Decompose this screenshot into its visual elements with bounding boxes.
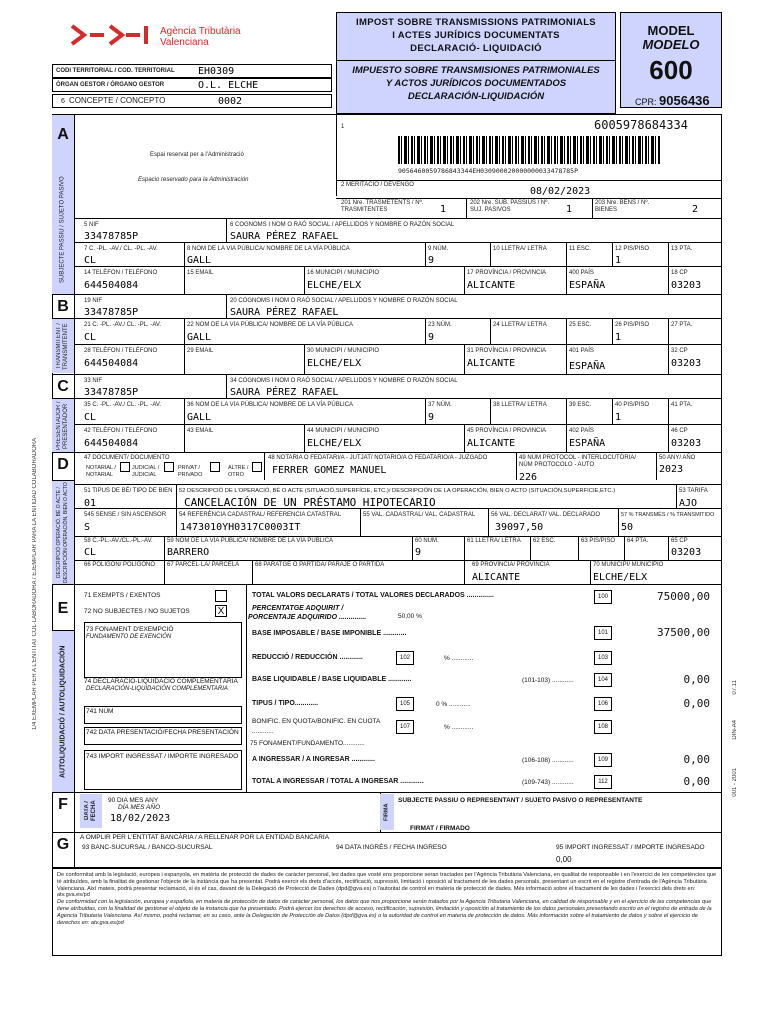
r106-code: 106 <box>594 697 612 711</box>
firma-label: FIRMA <box>383 803 390 821</box>
total-ing-value: 0,00 <box>683 775 710 788</box>
a-street-value: GALL <box>187 255 212 266</box>
field-1-label: 1 <box>341 124 345 130</box>
tipus-label: TIPUS / TIPO............ <box>252 700 319 707</box>
base-imp-label: BASE IMPOSABLE / BASE IMPONIBLE ............ <box>252 630 407 637</box>
d-tarifa-value: AJO <box>679 498 698 509</box>
meritacio-value: 08/02/2023 <box>530 186 591 197</box>
form-title-box <box>336 12 616 114</box>
total-ing-code: 112 <box>594 775 612 789</box>
reduccio-pct: % ............ <box>444 655 474 662</box>
title-ca-2: I ACTES JURÍDICS DOCUMENTATS <box>392 30 560 41</box>
d-tipus-label: 51 TIPUS DE BÉ/ TIPO DE BIEN <box>84 488 173 494</box>
bonif-dots: ............ <box>252 728 274 735</box>
c-nif-value: 33478785P <box>84 387 139 398</box>
base-liq-label: BASE LIQUIDABLE / BASE LIQUIDABLE ............ <box>252 676 412 683</box>
d-street-label: 59 NOM DE LA VIA PÚBLICA/ NOMBRE DE LA VÍA PÚBLICA <box>167 538 334 544</box>
d-valcad-label: 55 VAL. CADASTRAL/ VAL. CADASTRAL <box>363 512 476 518</box>
b-street-value: GALL <box>187 332 212 343</box>
b-name-label: 20 COGNOMS I NOM O RAÓ SOCIAL / APELLIDOS Y NOMBRE O RAZÓN SOCIAL <box>230 298 458 304</box>
model-number: 600 <box>649 55 693 85</box>
d-valdecl-value: 39097,50 <box>495 522 544 533</box>
d-via-value: CL <box>84 547 97 558</box>
c-email-label: 43 EMAIL <box>187 428 214 434</box>
import-label: 95 IMPORT INGRESSAT / IMPORTE INGRESADO <box>556 844 705 851</box>
b-prov-value: ALICANTE <box>467 358 516 369</box>
d-ref-label: 54 REFERÈNCIA CADASTRAL/ REFERENCIA CATASTRAL <box>179 512 342 518</box>
c-esc-label: 39 ESC. <box>569 402 592 408</box>
import-value: 0,00 <box>556 855 572 864</box>
a-name-value: SAURA PÉREZ RAFAEL <box>230 231 339 242</box>
privacy-ca: De conformitat amb la legislació, europea i espanyola, en matèria de protecció de dades de caràcter personal, les dades que vosté ens proporcione seran tractades per l'Agència Tributària Valenciana, en qualitat de responsable i en l'exercici de les competències que té atribuïdes, amb la finalitat de gestionar l'objecte de la instància que ha presentat. Podrà exercir els drets d'accés, rectificació, supressió, limitació i oposició al tractament de les dades personals, presentant un escrit en el registre d'entrada de l'Agència Tributària Valenciana. Així mateix, podrà presentar reclamació, si és el cas, davant de la Delegació de Protecció de Dades (dpd@gva.es) o l'autoritat de control en matèria de protecció de dades. Més informació sobre el tractament de les dades i l'exercici dels drets en: atv.gva.es/pd <box>57 872 717 899</box>
d-num-label: 60 NÚM. <box>415 538 439 544</box>
b-pais-label: 401 PAÍS <box>569 348 594 354</box>
b-via-label: 21 C. -PL. -AV./ CL. -PL. -AV. <box>84 322 162 328</box>
a-tel-value: 644504084 <box>84 280 139 291</box>
banc-label: 93 BANC-SUCURSAL / BANCO-SUCURSAL <box>82 844 213 851</box>
reserved-es: Espacio reservado para la Administración <box>138 177 249 183</box>
d-prov-label: 69 PROVÍNCIA/ PROVINCIA <box>472 562 550 568</box>
section-d-side-label: DESCRIPCIÓ OPERACIÓ, BÉ O ACTE / DESCRIPCIÓN OPERACIÓN, BIEN O ACTO <box>56 482 69 584</box>
complementaria-label: 74 DECLARACIÓ-LIQUIDACIÓ COMPLEMENTÀRIA <box>84 678 238 685</box>
b-letra-label: 24 LLETRA/ LETRA <box>493 322 547 328</box>
d-notary-label: 48 NOTARIA O FEDATARI/A - JUTJAT/ NOTARIO/A O FEDATARIO/A - JUZGADO <box>268 455 488 461</box>
a-prov-label: 17 PROVÍNCIA / PROVINCIA <box>467 270 547 276</box>
d-pta-label: 64 PTA. <box>627 538 649 544</box>
right-note-3: 001 - 2001 <box>732 768 738 797</box>
g-header: A OMPLIR PER L'ENTITAT BANCÀRIA / A RELLENAR POR LA ENTIDAD BANCARIA <box>80 834 330 841</box>
section-b-sidebar <box>52 318 74 373</box>
c-pta-label: 41 PTA. <box>671 402 693 408</box>
date-value: 18/02/2023 <box>110 813 171 824</box>
section-e-letter: E <box>57 600 69 617</box>
total-ing-calc: (109-743) ............ <box>522 779 574 786</box>
bonif-pct: % ............ <box>444 724 474 731</box>
notarial-checkbox[interactable] <box>120 462 130 472</box>
codi-value: EH0309 <box>198 66 235 77</box>
a-prov-value: ALICANTE <box>467 280 516 291</box>
barcode <box>398 136 660 164</box>
section-a-side-label: SUBJECTE PASSIU / SUJETO PASIVO <box>59 176 66 284</box>
no-subj-label: 72 NO SUBJECTES / NO SUJETOS <box>84 608 190 615</box>
n203-label: 203 Nre. BÉNS / Nº. BIENES <box>595 200 650 213</box>
d-doc-label: 47 DOCUMENT/ DOCUMENTO <box>84 455 170 461</box>
b-tel-value: 644504084 <box>84 358 139 369</box>
d-protocol-value: 226 <box>519 472 538 483</box>
a-pta-label: 13 PTA. <box>671 246 693 252</box>
reduccio-label: REDUCCIÓ / REDUCCIÓN ............ <box>252 654 363 661</box>
section-c-side-label: PRESENTADOR / PRESENTADOR <box>56 401 69 451</box>
c-tel-value: 644504084 <box>84 438 139 449</box>
b-pis-label: 26 PIS/PISO <box>615 322 650 328</box>
d-protocol-label: 49 NÚM PROTOCOL - INTERLOCUTÒRIA/ NÚM PROTOCOLO - AUTO <box>519 455 637 468</box>
b-pais-value: ESPAÑA <box>569 361 606 372</box>
model-ca: MODEL <box>647 23 695 38</box>
section-e-sidebar <box>52 630 74 792</box>
section-d-sidebar <box>52 480 74 584</box>
a-muni-label: 16 MUNICIPI / MUNICIPIO <box>307 270 380 276</box>
privat-label: PRIVAT / PRIVADO <box>178 465 203 478</box>
base-imp-code: 101 <box>594 626 612 640</box>
data-ingres-label: 94 DATA INGRÉS / FECHA INGRESO <box>336 844 447 851</box>
privacy-es: De conformidad con la legislación, europea y española, en materia de protección de datos de carácter personal, los datos que nos proporcione serán tratados por la Agencia Tributaria Valenciana, en calidad de responsable y en el ejercicio de las competencias que tiene atribuidas, con la finalidad de gestionar el objeto de la instancia que ha presentado. Podrá ejercer los derechos de acceso, rectificación, supresión, limitación y oposición al tratamiento de los datos personales presentando escrito en el registro de entrada de la Agencia Tributaria Valenciana. Así mismo, podrá reclamar, en su caso, ante la Delegación de Protección de Datos (dpd@gva.es) o la autoridad de control en materia de protección de datos. Más información sobre el tratamiento de datos y sobre el ejercicio de derechos en: atv.gva.es/pd <box>57 899 712 926</box>
doc-number: 6005978684334 <box>594 118 688 132</box>
a-num-value: 9 <box>428 255 435 266</box>
title-es-1: IMPUESTO SOBRE TRANSMISIONES PATRIMONIALES <box>352 65 600 76</box>
a-street-label: 8 NOM DE LA VIA PÚBLICA/ NOMBRE DE LA VÍA PÚBLICA <box>187 246 350 252</box>
n201-label: 201 Nre. TRASMETENTS / Nº. TRASMITENTES <box>341 200 424 213</box>
a-via-label: 7 C. -PL. -AV./ CL. -PL. -AV. <box>84 246 158 252</box>
a-cp-value: 03203 <box>671 280 702 291</box>
total-value: 75000,00 <box>657 590 710 603</box>
concepte-label: CONCEPTE / CONCEPTO <box>69 96 166 105</box>
concepte-num: 6 <box>61 98 65 105</box>
organ-value: O.L. ELCHE <box>198 80 259 91</box>
ingressar-value: 0,00 <box>683 753 710 766</box>
a-nif-value: 33478785P <box>84 231 139 242</box>
b-nif-label: 19 NIF <box>84 298 103 304</box>
agency-line1: Agència Tributària <box>160 26 241 37</box>
section-f-letter: F <box>58 796 68 813</box>
d-notary-value: FERRER GOMEZ MANUEL <box>272 465 387 476</box>
c-num-label: 37 NÚM. <box>428 402 452 408</box>
b-tel-label: 28 TELÈFON / TELÉFONO <box>84 348 158 354</box>
concepte-row <box>52 94 332 108</box>
c-pis-value: 1 <box>615 412 622 423</box>
n203-value: 2 <box>692 204 699 215</box>
exempts-label: 71 EXEMPTS / EXENTOS <box>84 592 161 599</box>
c-via-value: CL <box>84 412 97 423</box>
b-pis-value: 1 <box>615 332 622 343</box>
cpr-label: CPR: <box>635 97 657 107</box>
right-note-1: 07.11 <box>732 680 738 695</box>
c-muni-value: ELCHE/ELX <box>307 438 362 449</box>
date-fields: 90 DIA MES ANY <box>108 797 159 804</box>
d-cp-value: 03203 <box>671 547 702 558</box>
a-email-label: 15 EMAIL <box>187 270 214 276</box>
b-muni-value: ELCHE/ELX <box>307 358 362 369</box>
barcode-text: 9056460059786843344EH030900020000000033478785P <box>398 167 579 175</box>
total-ing-label: TOTAL A INGRESSAR / TOTAL A INGRESAR ............ <box>252 778 424 785</box>
b-esc-label: 25 ESC. <box>569 322 592 328</box>
model-box <box>620 12 722 108</box>
b-cp-value: 03203 <box>671 358 702 369</box>
d-pct-label: 57 % TRANSMÈS / % TRANSMITIDO <box>621 512 715 518</box>
model-es: MODELO <box>642 37 700 52</box>
section-b-letter: B <box>57 298 69 315</box>
b-muni-label: 30 MUNICIPI / MUNICIPIO <box>307 348 380 354</box>
title-ca-1: IMPOST SOBRE TRANSMISSIONS PATRIMONIALS <box>356 17 596 28</box>
section-c-sidebar <box>52 398 74 452</box>
data-sidebar <box>80 794 102 828</box>
c-prov-value: ALICANTE <box>467 438 516 449</box>
pct-label2: PORCENTAJE ADQUIRIDO .............. <box>248 614 367 621</box>
agency-logo-icon <box>70 22 156 48</box>
n743-label: 743 IMPORT INGRESSAT / IMPORTE INGRESADO <box>86 753 239 760</box>
d-desc-value: CANCELACIÓN DE UN PRÉSTAMO HIPOTECARIO <box>184 496 436 509</box>
tipus-code: 105 <box>396 697 414 711</box>
d-asc-label: 545 SENSE / SIN ASCENSOR <box>84 512 167 518</box>
logo <box>70 22 160 48</box>
r103-code: 103 <box>594 651 612 665</box>
a-letra-label: 10 LLETRA/ LETRA <box>493 246 547 252</box>
b-via-value: CL <box>84 332 97 343</box>
bonif-label: BONIFIC. EN QUOTA/BONIFIC. EN CUOTA <box>252 718 381 725</box>
base-liq-calc: (101-103) ............ <box>522 677 574 684</box>
base-liq-value: 0,00 <box>683 673 710 686</box>
a-num-label: 9 NÚM. <box>428 246 449 252</box>
c-letra-label: 38 LLETRA/ LETRA <box>493 402 547 408</box>
c-pis-label: 40 PIS/PISO <box>615 402 650 408</box>
a-tel-label: 14 TELÈFON / TELÉFONO <box>84 270 158 276</box>
right-note-2: DIN-A4 <box>732 720 738 740</box>
agency-name <box>160 26 241 48</box>
fonament-label: 73 FONAMENT D'EXEMPCIÓ <box>86 626 174 633</box>
d-pct-value: 50 <box>621 522 634 533</box>
total-code: 100 <box>594 590 612 604</box>
n741-label: 741 NÚM <box>86 708 114 715</box>
d-desc-label: 52 DESCRIPCIÓ DE L'OPERACIÓ, BÉ O ACTE (SITUACIÓ,SUPERFÍCIE, ETC.)/ DESCRIPCIÓN DE LA OPERACIÓN, BIEN O ACTO (SITUACIÓN,SUPERFICIE,ETC.) <box>179 488 616 494</box>
section-g-letter: G <box>56 836 70 853</box>
codi-territorial-row <box>52 64 332 78</box>
codi-label: CODI TERRITORIAL / COD. TERRITORIAL <box>56 68 175 74</box>
a-nif-label: 5 NIF <box>84 222 99 228</box>
c-via-label: 35 C. -PL. -AV./ CL. -PL. -AV. <box>84 402 162 408</box>
title-ca-3: DECLARACIÓ- LIQUIDACIÓ <box>410 43 542 54</box>
fonament-label-es: FUNDAMENTO DE EXENCIÓN <box>86 634 172 640</box>
c-muni-label: 44 MUNICIPI / MUNICIPIO <box>307 428 380 434</box>
altre-checkbox[interactable] <box>252 462 262 472</box>
d-asc-value: S <box>84 522 91 533</box>
a-name-label: 6 COGNOMS I NOM O RAÓ SOCIAL / APELLIDOS Y NOMBRE O RAZÓN SOCIAL <box>230 222 455 228</box>
n201-value: 1 <box>440 204 447 215</box>
subject-label: SUBJECTE PASSIU O REPRESENTANT / SUJETO PASIVO O REPRESENTANTE <box>398 797 643 804</box>
b-pta-label: 27 PTA. <box>671 322 693 328</box>
d-valdecl-label: 56 VAL. DECLARAT/ VAL. DECLARADO <box>491 512 601 518</box>
ingressar-code: 109 <box>594 753 612 767</box>
d-tarifa-label: 53 TARIFA <box>679 488 708 494</box>
d-muni-value: ELCHE/ELX <box>593 572 648 583</box>
section-d-letter: D <box>57 456 69 473</box>
a-pais-value: ESPAÑA <box>569 280 606 291</box>
a-cp-label: 18 CP <box>671 270 688 276</box>
a-via-value: CL <box>84 255 97 266</box>
c-pais-label: 402 PAÍS <box>569 428 594 434</box>
d-cp-label: 65 CP <box>671 538 688 544</box>
d-parc-label: 67 PARCEL·LA/ PARCELA <box>167 562 240 568</box>
complementaria-label-es: DECLARACIÓN-LIQUIDACIÓN COMPLEMENTARIA <box>86 686 228 692</box>
firma-sidebar <box>380 794 394 830</box>
pct-value: 50,00 % <box>398 613 422 620</box>
reserved-ca: Espai reservat per a l'Administració <box>150 152 244 158</box>
ingressar-calc: (106-108) ............ <box>522 757 574 764</box>
agency-line2: Valenciana <box>160 37 209 48</box>
total-label: TOTAL VALORS DECLARATS / TOTAL VALORES DECLARADOS .............. <box>252 592 494 599</box>
base-liq-code: 104 <box>594 673 612 687</box>
a-pis-label: 12 PIS/PISO <box>615 246 650 252</box>
a-esc-label: 11 ESC. <box>569 246 591 252</box>
d-muni-label: 70 MUNICIPI/ MUNICIPIO <box>593 562 664 568</box>
a-pis-value: 1 <box>615 255 622 266</box>
exempts-checkbox[interactable] <box>215 590 227 602</box>
b-num-label: 23 NÚM. <box>428 322 452 328</box>
d-letra-label: 61 LLETRA/ LETRA <box>467 538 521 544</box>
a-pais-label: 400 PAÍS <box>569 270 594 276</box>
d-prov-value: ALICANTE <box>472 572 521 583</box>
judicial-label: JUDICIAL / JUDICIAL <box>132 465 160 478</box>
concepte-value: 0002 <box>218 96 243 107</box>
b-cp-label: 32 CP <box>671 348 688 354</box>
d-tipus-value: 01 <box>84 498 97 509</box>
r106-value: 0,00 <box>683 697 710 710</box>
c-cp-value: 03203 <box>671 438 702 449</box>
bonif-code: 107 <box>396 720 414 734</box>
a-muni-value: ELCHE/ELX <box>307 280 362 291</box>
c-name-value: SAURA PÉREZ RAFAEL <box>230 387 339 398</box>
organ-gestor-row <box>52 78 332 92</box>
c-nif-label: 33 NIF <box>84 378 103 384</box>
section-b-side-label: TRANSMITENT / TRANSMITENTE <box>56 323 69 370</box>
r108-code: 108 <box>594 720 612 734</box>
c-name-label: 34 COGNOMS I NOM O RAÓ SOCIAL / APELLIDOS Y NOMBRE O RAZÓN SOCIAL <box>230 378 458 384</box>
d-year-value: 2023 <box>659 464 684 475</box>
b-num-value: 9 <box>428 332 435 343</box>
d-pis-label: 63 PIS/PISO <box>581 538 616 544</box>
title-es-2: Y ACTOS JURÍDICOS DOCUMENTADOS <box>385 78 567 89</box>
c-cp-label: 46 CP <box>671 428 688 434</box>
data-side-label: DATA / FECHA <box>84 800 97 822</box>
firmat-label: FIRMAT / FIRMADO <box>410 825 470 832</box>
date-fields-es: DÍA MES AÑO <box>118 804 161 811</box>
organ-label: ÒRGAN GESTOR / ÓRGANO GESTOR <box>56 82 165 88</box>
d-num-value: 9 <box>415 547 422 558</box>
cpr-value: 9056436 <box>659 93 710 108</box>
ingressar-label: A INGRESSAR / A INGRESAR ............ <box>252 756 375 763</box>
n202-value: 1 <box>566 204 573 215</box>
b-email-label: 29 EMAIL <box>187 348 214 354</box>
section-c-letter: C <box>57 378 69 395</box>
judicial-checkbox[interactable] <box>164 462 174 472</box>
n202-label: 202 Nre. SUB. PASSIUS / Nº. SUJ. PASIVOS <box>470 200 550 213</box>
altre-label: ALTRE / OTRO <box>228 465 249 478</box>
b-name-value: SAURA PÉREZ RAFAEL <box>230 307 339 318</box>
c-num-value: 9 <box>428 412 435 423</box>
fonament75-label: 75 FONAMENT/FUNDAMENTO............ <box>250 740 365 747</box>
d-via-label: 58 C.-PL.-AV./CL.-PL.-AV. <box>84 538 153 544</box>
privat-checkbox[interactable] <box>210 462 220 472</box>
title-es-3: DECLARACIÓN-LIQUIDACIÓN <box>407 91 545 102</box>
b-street-label: 22 NOM DE LA VIA PÚBLICA/ NOMBRE DE LA VÍA PÚBLICA <box>187 322 354 328</box>
d-pol-label: 66 POLÍGON/ POLÍGONO <box>84 562 156 568</box>
pct-label1: PERCENTATGE ADQUIRIT / <box>252 605 344 612</box>
side-note: 1/4 EXEMPLAR PER A L'ENTITAT COL·LABORADORA / EJEMPLAR PARA LA ENTIDAD COLABORADORA <box>32 437 38 730</box>
no-subj-checkbox[interactable]: X <box>215 605 227 617</box>
c-prov-label: 45 PROVÍNCIA / PROVINCIA <box>467 428 547 434</box>
d-year-label: 50 ANY/ AÑO <box>659 455 696 461</box>
notarial-label: NOTARIAL / NOTARIAL <box>86 465 116 478</box>
n742-label: 742 DATA PRESENTACIÓ/FECHA PRESENTACIÓN <box>86 729 239 736</box>
d-esc-label: 62 ESC. <box>533 538 556 544</box>
b-prov-label: 31 PROVÍNCIA / PROVINCIA <box>467 348 547 354</box>
section-a-letter: A <box>57 126 69 143</box>
c-tel-label: 42 TELÈFON / TELÉFONO <box>84 428 158 434</box>
d-street-value: BARRERO <box>167 547 210 558</box>
tipus-pct: 0 % ............ <box>436 701 471 708</box>
d-paratge-label: 68 PARATGE O PARTIDA/ PARAJE O PARTIDA <box>255 562 385 568</box>
base-imp-value: 37500,00 <box>657 626 710 639</box>
d-ref-value: 1473010YH0317C0003IT <box>180 522 301 533</box>
b-nif-value: 33478785P <box>84 307 139 318</box>
c-pais-value: ESPAÑA <box>569 438 606 449</box>
c-street-label: 36 NOM DE LA VIA PÚBLICA/ NOMBRE DE LA VÍA PÚBLICA <box>187 402 354 408</box>
section-e-side-label: AUTOLIQUIDACIÓ / AUTOLIQUIDACIÓN <box>59 645 67 779</box>
privacy-box <box>52 868 722 956</box>
c-street-value: GALL <box>187 412 212 423</box>
reduccio-code: 102 <box>396 651 414 665</box>
meritacio-label: 2 MERITACIÓ / DEVENGO <box>341 182 414 188</box>
